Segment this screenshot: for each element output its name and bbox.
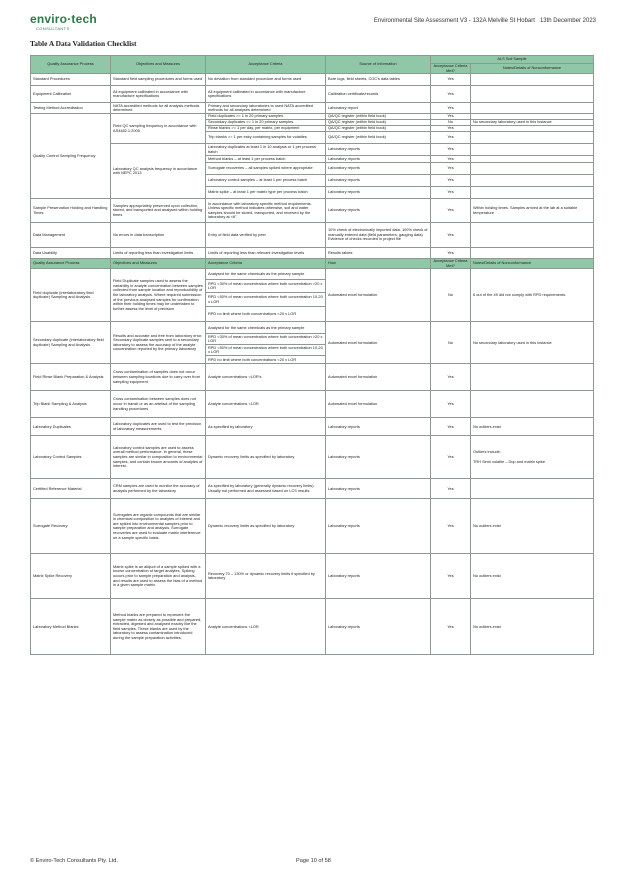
notes-cell: No outliers exist (471, 554, 594, 599)
source-cell: QA/QC register (within field book) (326, 132, 431, 144)
notes-cell (471, 223, 594, 248)
notes-cell (471, 479, 594, 499)
document-title: Environmental Site Assessment V3 - 132A Melville St Hobart (373, 18, 535, 24)
criteria-cell: RPD no limit where both concentrations <20 x LOR (206, 356, 326, 364)
source-cell: Laboratory reports (326, 199, 431, 223)
notes-cell (471, 156, 594, 163)
met-cell: No (431, 322, 471, 364)
how-cell: Laboratory reports (326, 554, 431, 599)
met-cell: Yes (431, 436, 471, 479)
notes-cell: No secondary laboratory used in this instance (471, 120, 594, 126)
objective-cell: Samples appropriately preserved upon collection, stored, and transported and analysed within holding times (111, 199, 206, 223)
criteria-cell: Matrix spike – at least 1 per matrix type per process batch (206, 187, 326, 199)
header-cell: Notes/Details of Nonconformance (471, 64, 594, 74)
met-cell: Yes (431, 364, 471, 391)
met-cell: Yes (431, 554, 471, 599)
met-cell: Yes (431, 187, 471, 199)
met-cell: Yes (431, 418, 471, 436)
objective-cell: Field Duplicate samples used to assess the variability in analyte concentration between samples collected from sample location and reproducibility of the laboratory analysis. Where required submission of the previous analysed samples for confirmation within their holding times may be undertaken to further assess the level of precision (111, 269, 206, 322)
met-cell: Yes (431, 74, 471, 86)
footer-page-number: Page 10 of 58 (296, 858, 331, 864)
how-cell: Laboratory reports (326, 479, 431, 499)
header-cell: Acceptance Criteria (206, 259, 326, 269)
criteria-cell: Recovery 70 – 130% or dynamic recovery limits if specified by laboratory (206, 554, 326, 599)
criteria-cell: Entry of field data verified by peer (206, 223, 326, 248)
table-row (31, 322, 594, 334)
page-title: Table A Data Validation Checklist (30, 39, 137, 48)
source-cell: Laboratory reports (326, 175, 431, 187)
source-cell: QA/QC register (within field book) (326, 120, 431, 126)
validation-table (30, 55, 594, 655)
table-row (31, 86, 594, 103)
met-cell: Yes (431, 599, 471, 655)
header-cell: Notes/Details of Nonconformance (471, 259, 594, 269)
criteria-cell: Analysed for the same chemicals as the primary sample (206, 322, 326, 334)
process-cell: Trip Blank Sampling & Analysis (31, 391, 111, 418)
objective-cell: All equipment calibrated in accordance with manufacture specifications (111, 86, 206, 103)
met-cell: No (431, 269, 471, 322)
objective-cell: Laboratory QC analysis frequency in accordance with NEPC 2013 (111, 144, 206, 199)
criteria-cell: RPD <50% of mean concentration where both concentration 10-20 x LOR (206, 345, 326, 356)
table-row (31, 436, 594, 479)
table-row (31, 364, 594, 391)
page-header (374, 18, 596, 24)
header-cell: Quality Assurance Process (31, 56, 111, 74)
met-cell: Yes (431, 132, 471, 144)
notes-cell (471, 86, 594, 103)
process-cell: Laboratory Duplicates (31, 418, 111, 436)
process-cell: Data Usability (31, 248, 111, 259)
notes-cell: Outliers include: TRH Semi volatile – Dup and matrix spike (471, 436, 594, 479)
process-cell: Secondary duplicate (interlaboratory field duplicate) Sampling and Analysis (31, 322, 111, 364)
objective-cell: Limits of reporting less than investigation limits (111, 248, 206, 259)
table-header-row (31, 56, 594, 64)
process-cell: Data Management (31, 223, 111, 248)
header-cell: Acceptance Criteria Met? (431, 259, 471, 269)
met-cell: Yes (431, 144, 471, 156)
table-row (31, 479, 594, 499)
criteria-cell: Analyte concentrations <LOR (206, 391, 326, 418)
source-cell: QA/QC register (within field book) (326, 126, 431, 132)
criteria-cell: Primary and secondary laboratories to used NATA accredited methods for all analyses determined (206, 103, 326, 114)
table-row (31, 391, 594, 418)
criteria-cell: All equipment calibrated in accordance with manufacture specifications (206, 86, 326, 103)
process-cell: Laboratory Method Blanks (31, 599, 111, 655)
notes-cell (471, 132, 594, 144)
objective-cell: Laboratory duplicates are used to test the precision of laboratory measurements (111, 418, 206, 436)
met-cell: Yes (431, 391, 471, 418)
process-cell: Matrix Spike Recovery (31, 554, 111, 599)
notes-cell (471, 163, 594, 175)
criteria-cell: Laboratory duplicates at least 1 in 10 analysis or 1 per process batch (206, 144, 326, 156)
process-cell: Sample Preservation Holding and Handling Times (31, 199, 111, 223)
process-cell: Standard Procedures (31, 74, 111, 86)
met-cell: Yes (431, 499, 471, 554)
source-cell: Laboratory reports (326, 163, 431, 175)
source-cell: 10% check of electronically imported data. 100% check of manually entered data (field parameters, gauging data) Evidence of checks recorded in project file (326, 223, 431, 248)
met-cell: Yes (431, 126, 471, 132)
how-cell: Automated excel formulation (326, 391, 431, 418)
criteria-cell: Secondary duplicates >= 1 in 20 primary samples (206, 120, 326, 126)
notes-cell (471, 248, 594, 259)
objective-cell: Cross contamination between samples does not occur in transit or as an artefact of the sampling handling procedures (111, 391, 206, 418)
how-cell: Automated excel formulation (326, 322, 431, 364)
source-cell: Bore logs, field sheets, COC's data tables (326, 74, 431, 86)
header-cell: Quality Assurance Process (31, 259, 111, 269)
notes-cell: No outliers exist (471, 418, 594, 436)
met-cell: No (431, 120, 471, 126)
criteria-cell: In accordance with laboratory specific method requirements. Unless specific method indicates otherwise, soil and water samples should be stored, transported, and received by the laboratory at <6° (206, 199, 326, 223)
criteria-cell: Surrogate recoveries – all samples spiked where appropriate (206, 163, 326, 175)
how-cell: Laboratory reports (326, 599, 431, 655)
notes-cell (471, 364, 594, 391)
objective-cell: Laboratory control samples are used to assess overall method performance. In general, these samples are similar in composition to environmental samples, and contain known amounts of analytes of interest. (111, 436, 206, 479)
criteria-cell: Analyte concentrations <LOR's (206, 364, 326, 391)
table-row (31, 199, 594, 223)
source-cell: Laboratory report (326, 103, 431, 114)
met-cell: Yes (431, 479, 471, 499)
met-cell: Yes (431, 114, 471, 120)
company-logo (30, 12, 120, 36)
met-cell: Yes (431, 248, 471, 259)
source-cell: Calibration certificate/records (326, 86, 431, 103)
header-cell: Objectives and Measures (111, 56, 206, 74)
header-cell: Acceptance Criteria Met? (431, 64, 471, 74)
criteria-cell: Rinse blanks >= 1 per day, per matrix, per equipment (206, 126, 326, 132)
objective-cell: Surrogates are organic compounds that are similar in chemical composition to analytes of interest and are spiked into environmental samples prior to sample preparation and analysis. Surrogate recoveries are used to evaluate matrix interference on a sample specific basis. (111, 499, 206, 554)
logo-text: enviro·tech (30, 12, 97, 26)
how-cell: Automated excel formulation (326, 269, 431, 322)
objective-cell: CRM samples are used to monitor the accuracy of analysis performed by the laboratory (111, 479, 206, 499)
objective-cell: Cross contamination of samples does not occur between sampling locations due to carry over from sampling equipment (111, 364, 206, 391)
table-row (31, 248, 594, 259)
notes-cell: No outliers exist (471, 599, 594, 655)
objective-cell: NATA accredited methods for all analysis methods determined (111, 103, 206, 114)
notes-cell (471, 187, 594, 199)
criteria-cell: As specified by laboratory (generally dynamic recovery limits). Usually not performed and assessed based on LCS results (206, 479, 326, 499)
notes-cell: No outliers exist (471, 499, 594, 554)
header-cell: How (326, 259, 431, 269)
table-row (31, 418, 594, 436)
objective-cell: Standard field sampling procedures and forms used (111, 74, 206, 86)
how-cell: Laboratory reports (326, 418, 431, 436)
objective-cell: Method blanks are prepared to represent the sample matrix as closely as possible and prepared, extracted, digested and analysed exactly like the field samples. These blanks are used by the laboratory to assess contamination introduced during the sample preparation activities. (111, 599, 206, 655)
source-cell: Laboratory reports (326, 187, 431, 199)
criteria-cell: Laboratory control samples – at least 1 per process batch (206, 175, 326, 187)
criteria-cell: RPD <30% of mean concentration where both concentration >20 x LOR (206, 280, 326, 293)
footer-copyright: © Enviro-Tech Consultants Pty. Ltd. (30, 858, 118, 864)
table-row (31, 223, 594, 248)
notes-cell: No secondary laboratory used in this instance (471, 322, 594, 364)
criteria-cell: As specified by laboratory (206, 418, 326, 436)
met-cell: Yes (431, 175, 471, 187)
notes-cell (471, 74, 594, 86)
process-cell: Quality Control Sampling Frequency (31, 114, 111, 199)
table-row (31, 103, 594, 114)
table-row (31, 74, 594, 86)
met-cell: Yes (431, 103, 471, 114)
criteria-cell: Dynamic recovery limits as specified by laboratory (206, 499, 326, 554)
process-cell: Testing Method Accreditation (31, 103, 111, 114)
objective-cell: Matrix spike is an aliquot of a sample spiked with a known concentration of target analytes. Spiking occurs prior to sample preparation and analysis, and results are used to assess the bias of a method in a given sample matrix. (111, 554, 206, 599)
table-row (31, 499, 594, 554)
criteria-cell: Method blanks – at least 1 per process batch (206, 156, 326, 163)
table-row (31, 144, 594, 156)
objective-cell: Field QC sampling frequency in accordance with AS4482.1:2005 (111, 114, 206, 144)
met-cell: Yes (431, 156, 471, 163)
source-cell: QA/QC register (within field book) (326, 114, 431, 120)
process-cell: Surrogate Recovery (31, 499, 111, 554)
met-cell: Yes (431, 86, 471, 103)
group-header-cell: ALS Soil Sample (431, 56, 594, 64)
logo-subtext: CONSULTANTS (36, 26, 70, 31)
criteria-cell: Limits of reporting less than relevant investigation levels (206, 248, 326, 259)
document-date: 13th December 2023 (539, 18, 596, 24)
source-cell: Results tables (326, 248, 431, 259)
process-cell: Field duplicate (interlaboratory field duplicate) Sampling and Analysis (31, 269, 111, 322)
process-cell: Equipment Calibration (31, 86, 111, 103)
met-cell: Yes (431, 163, 471, 175)
criteria-cell: RPD <50% of mean concentration where both concentration 10-20 x LOR (206, 293, 326, 307)
criteria-cell: Analyte concentrations <LOR (206, 599, 326, 655)
objective-cell: Results and accurate and free from laboratory error. Secondary duplicate samples sent to a secondary laboratory to assess the accuracy of the analyte concentration reported by the primary laboratory (111, 322, 206, 364)
header-cell: Source of Information (326, 56, 431, 74)
header-cell: Acceptance Criteria (206, 56, 326, 74)
criteria-cell: Trip blanks >= 1 per esky containing samples for volatiles (206, 132, 326, 144)
how-cell: Laboratory reports (326, 436, 431, 479)
notes-cell (471, 391, 594, 418)
criteria-cell: Field duplicates >= 1 in 20 primary samples (206, 114, 326, 120)
notes-cell (471, 144, 594, 156)
criteria-cell: RPD <30% of mean concentration where both concentration >20 x LOR (206, 334, 326, 345)
table-header-row (31, 259, 594, 269)
table-row (31, 269, 594, 280)
how-cell: Laboratory reports (326, 499, 431, 554)
criteria-cell: Analysed for the same chemicals as the primary sample (206, 269, 326, 280)
process-cell: Laboratory Control Samples (31, 436, 111, 479)
source-cell: Laboratory reports (326, 156, 431, 163)
criteria-cell: Dynamic recovery limits as specified by laboratory (206, 436, 326, 479)
table-row (31, 554, 594, 599)
process-cell: Field Rinse Blank Preparation & Analysis (31, 364, 111, 391)
met-cell: Yes (431, 223, 471, 248)
table-row (31, 599, 594, 655)
notes-cell (471, 175, 594, 187)
criteria-cell: RPD no limit where both concentrations <20 x LOR (206, 307, 326, 322)
process-cell: Certified Reference Material (31, 479, 111, 499)
how-cell: Automated excel formulation (326, 364, 431, 391)
objective-cell: No errors in data transcription (111, 223, 206, 248)
criteria-cell: No deviation from standard procedure and forms used (206, 74, 326, 86)
notes-cell (471, 103, 594, 114)
met-cell: Yes (431, 199, 471, 223)
notes-cell: Within holding times. Samples arrived at the lab at a suitable temperature (471, 199, 594, 223)
header-cell: Objectives and Measures (111, 259, 206, 269)
source-cell: Laboratory reports (326, 144, 431, 156)
notes-cell: 6 out of the 49 did not comply with RPD requirements. (471, 269, 594, 322)
